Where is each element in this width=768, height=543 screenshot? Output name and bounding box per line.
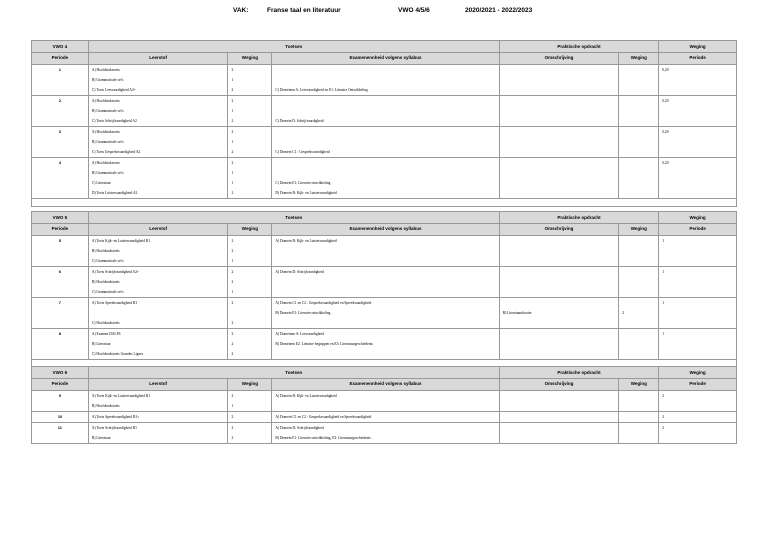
- weging-cell: [228, 423, 272, 443]
- po-weging-value: [619, 127, 658, 137]
- weging-heading: Weging: [689, 215, 706, 220]
- omschrijving-cell: [500, 65, 620, 95]
- omschrijving-item: [500, 65, 619, 75]
- periode-number: 10: [32, 412, 89, 422]
- periode-number: 6: [32, 267, 89, 297]
- examen-item: C) Domein E1: Literaire ontwikkeling: [275, 181, 331, 185]
- section-title: VWO 5: [32, 212, 89, 223]
- weging-value: 2: [231, 352, 234, 356]
- weging-cell: [228, 298, 272, 328]
- examen-item: B) Domein E1: Literaire ontwikkeling, E3: Literatuurgeschiedenis: [275, 436, 371, 440]
- periode-weging-cell: [659, 391, 736, 411]
- weging-cell: [228, 236, 272, 266]
- omschrijving-item: [500, 178, 619, 188]
- section-separator: [31, 199, 737, 207]
- weging-col-heading: Weging: [228, 379, 272, 390]
- omschrijving-item: [500, 158, 619, 168]
- examen-item: B) Domein E1: Literaire ontwikkeling: [275, 311, 331, 315]
- po-weging-value: [619, 256, 658, 266]
- weging-value: 2: [231, 68, 234, 72]
- weging-value: 2: [231, 191, 234, 195]
- weging-value: 2: [231, 280, 234, 284]
- omschrijving-item: [500, 188, 619, 198]
- leerstof-cell: [89, 329, 229, 359]
- leerstof-item: B) Grammaticale set's: [91, 171, 124, 175]
- weging-value: 1: [231, 140, 234, 144]
- po-weging-value: [619, 85, 658, 95]
- po-weging-value: [619, 401, 658, 411]
- section-header: [32, 367, 736, 379]
- weging-value: 1: [231, 181, 234, 185]
- weging-heading: Weging: [689, 44, 706, 49]
- weging-value: 2: [231, 161, 234, 165]
- column-header: [32, 53, 736, 65]
- periode-weging-value: 2: [662, 426, 665, 430]
- toetsen-heading: Toetsen: [89, 367, 500, 378]
- examen-cell: [272, 267, 499, 297]
- leerstof-item: B) Literatuur: [91, 342, 111, 346]
- po-weging-value: [619, 188, 658, 198]
- omschrijving-cell: [500, 127, 620, 157]
- po-weging-cell: [619, 329, 659, 359]
- examen-cell: [272, 329, 499, 359]
- leerstof-item: A) Toets Schrijfvaardigheid B1: [91, 426, 137, 430]
- leerstof-item: A) Hoofdstukstoets: [91, 68, 120, 72]
- weging-cell: [228, 96, 272, 126]
- leerstof-item: C) Grammaticale set's: [91, 259, 124, 263]
- po-weging-cell: [619, 158, 659, 198]
- periode-weging-cell: [659, 267, 736, 297]
- periode-heading: Periode: [32, 224, 89, 235]
- weging-value: 1: [231, 259, 234, 263]
- leerstof-heading: Leerstof: [89, 224, 229, 235]
- examen-item: A) Domeinen A: Leesvaardigheid: [275, 332, 324, 336]
- po-weging-cell: [619, 412, 659, 422]
- po-weging-cell: [619, 127, 659, 157]
- weging-value: 2: [231, 332, 234, 336]
- weging-value: 2: [231, 270, 234, 274]
- examen-item: [272, 401, 498, 411]
- omschrijving-item: B) Literatuurdossier: [502, 311, 532, 315]
- examen-cell: [272, 236, 499, 266]
- leerstof-cell: [89, 391, 229, 411]
- omschrijving-cell: [500, 267, 620, 297]
- periode-weging-value: 1: [662, 301, 665, 305]
- column-header: [32, 379, 736, 391]
- omschrijving-item: [500, 168, 619, 178]
- po-weging-value: [619, 349, 658, 359]
- weging-value: 2: [231, 321, 234, 325]
- weging-col-heading: Weging: [228, 53, 272, 64]
- omschrijving-item: [500, 256, 619, 266]
- leerstof-item: C) Literatuur: [91, 181, 111, 185]
- periode-number: 2: [32, 96, 89, 126]
- weging-value: 1: [231, 78, 234, 82]
- po-weging-value: [619, 178, 658, 188]
- weging-value: 2: [231, 119, 234, 123]
- omschrijving-item: [500, 127, 619, 137]
- periode-heading: Periode: [32, 379, 89, 390]
- examen-item: C) Domein C1 : Gespreksvaardigheid: [275, 150, 330, 154]
- column-header: [32, 224, 736, 236]
- examen-item: [272, 158, 498, 168]
- years-label: 2020/2021 - 2022/2023: [465, 7, 533, 14]
- periode-number: 9: [32, 391, 89, 411]
- examen-cell: [272, 158, 499, 198]
- po-weging-value: [619, 65, 658, 75]
- leerstof-cell: [89, 96, 229, 126]
- weging-value: 2: [231, 130, 234, 134]
- omschrijving-item: [500, 298, 619, 308]
- leerstof-item: A) Hoofdstukstoets: [91, 161, 120, 165]
- weging-value: 2: [231, 249, 234, 253]
- omschrijving-cell: [500, 423, 620, 443]
- po-weging-cell: [619, 298, 659, 328]
- po-weging-heading: Weging: [619, 224, 659, 235]
- weging-value: 2: [231, 99, 234, 103]
- section-vwo-6: [31, 366, 737, 444]
- po-weging-value: [619, 75, 658, 85]
- table-row: [32, 267, 736, 298]
- po-weging-value: 2: [622, 311, 625, 315]
- section-title: VWO 6: [32, 367, 89, 378]
- table-row: [32, 391, 736, 412]
- omschrijving-cell: [500, 329, 620, 359]
- examen-item: [272, 256, 498, 266]
- omschrijving-item: [500, 401, 619, 411]
- omschrijving-item: [500, 147, 619, 157]
- weging-cell: [228, 267, 272, 297]
- omschrijving-item: [500, 137, 619, 147]
- omschrijving-item: [500, 116, 619, 126]
- po-weging-cell: [619, 391, 659, 411]
- po-weging-cell: [619, 267, 659, 297]
- omschrijving-cell: [500, 391, 620, 411]
- examen-cell: [272, 65, 499, 95]
- leerstof-item: A) Toets Spreekvaardigheid B1+: [91, 415, 140, 419]
- omschrijving-item: [500, 318, 619, 328]
- table-row: [32, 423, 736, 443]
- leerstof-cell: [89, 423, 229, 443]
- leerstof-item: A) Toets Spreekvaardigheid B1: [91, 301, 138, 305]
- weging-cell: [228, 158, 272, 198]
- po-weging-value: [619, 339, 658, 349]
- weging-cell: [228, 391, 272, 411]
- examen-cell: [272, 127, 499, 157]
- leerstof-cell: [89, 158, 229, 198]
- weging-value: 2: [231, 150, 234, 154]
- examen-item: [272, 168, 498, 178]
- leerstof-cell: [89, 127, 229, 157]
- examen-cell: [272, 391, 499, 411]
- weging-cell: [228, 412, 272, 422]
- po-weging-value: [619, 412, 658, 422]
- vak-label: VAK:: [233, 7, 249, 14]
- leerstof-item: B) Hoofdstukstoets: [91, 249, 120, 253]
- leerstof-item: B) Grammaticale set's: [91, 140, 124, 144]
- toetsen-heading: Toetsen: [89, 41, 500, 52]
- omschrijving-item: [500, 246, 619, 256]
- weging-col-heading: Weging: [228, 224, 272, 235]
- omschrijving-item: [500, 433, 619, 443]
- praktische-heading: Praktische opdracht: [500, 41, 660, 52]
- examen-item: [272, 75, 498, 85]
- examen-item: [272, 349, 498, 359]
- leerstof-cell: [89, 65, 229, 95]
- po-weging-value: [619, 433, 658, 443]
- leerstof-heading: Leerstof: [89, 379, 229, 390]
- leerstof-item: A) Hoofdstukstoets: [91, 130, 120, 134]
- table-row: [32, 329, 736, 359]
- periode-weging-value: 0,20: [662, 130, 669, 134]
- omschrijving-heading: Omschrijving: [500, 53, 620, 64]
- examen-item: [272, 246, 498, 256]
- vak-value: Franse taal en literatuur: [267, 7, 341, 14]
- omschrijving-heading: Omschrijving: [500, 379, 620, 390]
- po-weging-value: [619, 168, 658, 178]
- periode-number: 8: [32, 329, 89, 359]
- omschrijving-cell: [500, 158, 620, 198]
- periode-right-heading: Periode: [689, 226, 706, 231]
- examen-cell: [272, 96, 499, 126]
- leerstof-item: C) Hoofdstukstoets Grandes Lignes: [91, 352, 144, 356]
- table-row: [32, 65, 736, 96]
- section-header: [32, 41, 736, 53]
- examen-item: A) Domein D: Schrijfvaardigheid: [275, 426, 324, 430]
- leerstof-heading: Leerstof: [89, 53, 229, 64]
- po-weging-value: [619, 298, 658, 308]
- omschrijving-cell: [500, 298, 620, 328]
- table-row: [32, 158, 736, 198]
- weging-value: 2: [231, 239, 234, 243]
- weging-value: 1: [231, 290, 234, 294]
- examen-heading: Examenennheid volgens syllabus: [272, 379, 499, 390]
- praktische-heading: Praktische opdracht: [500, 367, 660, 378]
- examen-item: [272, 277, 498, 287]
- omschrijving-item: [500, 75, 619, 85]
- weging-cell: [228, 329, 272, 359]
- po-weging-value: [619, 116, 658, 126]
- table-row: [32, 96, 736, 127]
- po-weging-value: [619, 287, 658, 297]
- leerstof-item: B) Literatuur: [91, 436, 111, 440]
- periode-weging-value: 1: [662, 239, 665, 243]
- examen-item: A) Domein D: Schrijfvaardigheid: [275, 270, 324, 274]
- po-weging-value: [619, 236, 658, 246]
- leerstof-item: A) Toets Kijk- en Luistervaardigheid B1: [91, 239, 151, 243]
- periode-weging-cell: [659, 423, 736, 443]
- examen-item: A) Domein C1 en C2 : Gespreksvaardigheid en Spreekvaardigheid: [275, 415, 372, 419]
- examen-item: C) Domein D: Schrijfvaardigheid: [275, 119, 324, 123]
- omschrijving-item: [500, 339, 619, 349]
- omschrijving-cell: [500, 96, 620, 126]
- section-vwo-4: [31, 40, 737, 199]
- level-label: VWO 4/5/6: [398, 7, 430, 14]
- table-row: [32, 412, 736, 423]
- examen-item: B) Domeinen E2: Literaire begrippen en E3: Literatuurgeschiedenis: [275, 342, 373, 346]
- omschrijving-heading: Omschrijving: [500, 224, 620, 235]
- weging-value: 2: [231, 426, 234, 430]
- examen-cell: [272, 412, 499, 422]
- omschrijving-item: [500, 391, 619, 401]
- omschrijving-item: [500, 267, 619, 277]
- examen-item: [272, 318, 498, 328]
- periode-weging-value: 2: [662, 415, 665, 419]
- leerstof-item: A) Hoofdstukstoets: [91, 99, 120, 103]
- po-weging-value: [619, 147, 658, 157]
- examen-item: [272, 96, 498, 106]
- periode-number: 1: [32, 65, 89, 95]
- leerstof-item: A) Examen DALF6: [91, 332, 121, 336]
- weging-value: 2: [231, 301, 234, 305]
- examen-item: [272, 137, 498, 147]
- omschrijving-item: [500, 287, 619, 297]
- examen-item: [272, 127, 498, 137]
- examen-item: [272, 65, 498, 75]
- leerstof-item: B) Grammaticale set's: [91, 109, 124, 113]
- po-weging-value: [619, 267, 658, 277]
- periode-weging-value: 2: [662, 394, 665, 398]
- table-row: [32, 127, 736, 158]
- periode-weging-cell: [659, 298, 736, 328]
- section-title: VWO 4: [32, 41, 89, 52]
- periode-weging-value: 0,20: [662, 68, 669, 72]
- periode-weging-cell: [659, 127, 736, 157]
- examen-item: C) Domeinen A: Leesvaardigheid en E1: Literaire Ontwikkeling: [275, 88, 368, 92]
- weging-value: 2: [231, 342, 234, 346]
- examen-heading: Examenennheid volgens syllabus: [272, 53, 499, 64]
- po-weging-cell: [619, 65, 659, 95]
- omschrijving-item: [500, 106, 619, 116]
- section-header: [32, 212, 736, 224]
- periode-weging-value: 1: [662, 270, 665, 274]
- examen-cell: [272, 298, 499, 328]
- weging-value: 2: [231, 415, 234, 419]
- praktische-heading: Praktische opdracht: [500, 212, 660, 223]
- leerstof-item: C) Hoofdstukstoets: [91, 321, 120, 325]
- omschrijving-item: [500, 329, 619, 339]
- po-weging-value: [619, 277, 658, 287]
- leerstof-item: C) Toets Schrijfvaardigheid A2: [91, 119, 137, 123]
- weging-value: 2: [231, 394, 234, 398]
- periode-number: 11: [32, 423, 89, 443]
- periode-weging-cell: [659, 158, 736, 198]
- omschrijving-item: [500, 96, 619, 106]
- periode-right-heading: Periode: [689, 55, 706, 60]
- examen-cell: [272, 423, 499, 443]
- periode-weging-cell: [659, 96, 736, 126]
- po-weging-value: [619, 423, 658, 433]
- po-weging-value: [619, 158, 658, 168]
- leerstof-cell: [89, 236, 229, 266]
- omschrijving-item: [500, 277, 619, 287]
- po-weging-value: [619, 96, 658, 106]
- leerstof-item: [89, 308, 228, 318]
- omschrijving-item: [500, 412, 619, 422]
- po-weging-cell: [619, 423, 659, 443]
- periode-weging-cell: [659, 65, 736, 95]
- periode-number: 7: [32, 298, 89, 328]
- leerstof-item: C) Toets Leesvaardigheid A2+: [91, 88, 136, 92]
- po-weging-value: [619, 318, 658, 328]
- weging-cell: [228, 127, 272, 157]
- leerstof-item: C) Grammaticale set's: [91, 290, 124, 294]
- omschrijving-item: [500, 236, 619, 246]
- weging-value: [228, 308, 271, 318]
- leerstof-item: B) Grammaticale set's: [91, 78, 124, 82]
- periode-number: 3: [32, 127, 89, 157]
- toetsen-heading: Toetsen: [89, 212, 500, 223]
- po-weging-value: [619, 329, 658, 339]
- weging-value: 1: [231, 171, 234, 175]
- periode-weging-cell: [659, 412, 736, 422]
- po-weging-value: [619, 246, 658, 256]
- periode-weging-value: 0,20: [662, 161, 669, 165]
- po-weging-heading: Weging: [619, 379, 659, 390]
- omschrijving-cell: [500, 236, 620, 266]
- leerstof-cell: [89, 412, 229, 422]
- section-vwo-5: [31, 211, 737, 360]
- leerstof-cell: [89, 267, 229, 297]
- omschrijving-cell: [500, 412, 620, 422]
- weging-heading: Weging: [689, 370, 706, 375]
- leerstof-item: B) Hoofdstukstoets: [91, 280, 120, 284]
- periode-weging-cell: [659, 329, 736, 359]
- omschrijving-item: [500, 423, 619, 433]
- periode-number: 5: [32, 236, 89, 266]
- leerstof-cell: [89, 298, 229, 328]
- examen-item: A) Domein B: Kijk- en Luistervaardigheid: [275, 394, 337, 398]
- periode-right-heading: Periode: [689, 381, 706, 386]
- leerstof-item: B) Hoofdstukstoets: [91, 404, 120, 408]
- document-header: [0, 7, 768, 19]
- po-weging-value: [619, 391, 658, 401]
- omschrijving-item: [500, 349, 619, 359]
- leerstof-item: A) Toets Schrijfvaardigheid A2+: [91, 270, 139, 274]
- examen-heading: Examenennheid volgens syllabus: [272, 224, 499, 235]
- po-weging-cell: [619, 236, 659, 266]
- table-row: [32, 298, 736, 329]
- periode-heading: Periode: [32, 53, 89, 64]
- leerstof-item: C) Toets Gespreksvaardigheid A2: [91, 150, 141, 154]
- po-weging-value: [619, 137, 658, 147]
- examen-item: A) Domein C1 en C2 : Gespreksvaardigheid en Spreekvaardigheid: [275, 301, 372, 305]
- periode-weging-value: 0,20: [662, 99, 669, 103]
- leerstof-item: D) Toets Luistervaardigheid A2: [91, 191, 138, 195]
- weging-value: 2: [231, 88, 234, 92]
- po-weging-value: [619, 106, 658, 116]
- weging-cell: [228, 65, 272, 95]
- examen-item: A) Domein B: Kijk- en Luistervaardigheid: [275, 239, 337, 243]
- omschrijving-item: [500, 85, 619, 95]
- periode-number: 4: [32, 158, 89, 198]
- examen-item: [272, 287, 498, 297]
- periode-weging-cell: [659, 236, 736, 266]
- weging-value: 1: [231, 404, 234, 408]
- po-weging-cell: [619, 96, 659, 126]
- examen-item: [272, 106, 498, 116]
- examen-item: D) Domein B: Kijk- en Luistervaardigheid: [275, 191, 337, 195]
- weging-value: 2: [231, 436, 234, 440]
- leerstof-item: A) Toets Kijk- en Luistervaardigheid B1: [91, 394, 151, 398]
- periode-weging-value: 1: [662, 332, 665, 336]
- table-row: [32, 236, 736, 267]
- po-weging-heading: Weging: [619, 53, 659, 64]
- weging-value: 1: [231, 109, 234, 113]
